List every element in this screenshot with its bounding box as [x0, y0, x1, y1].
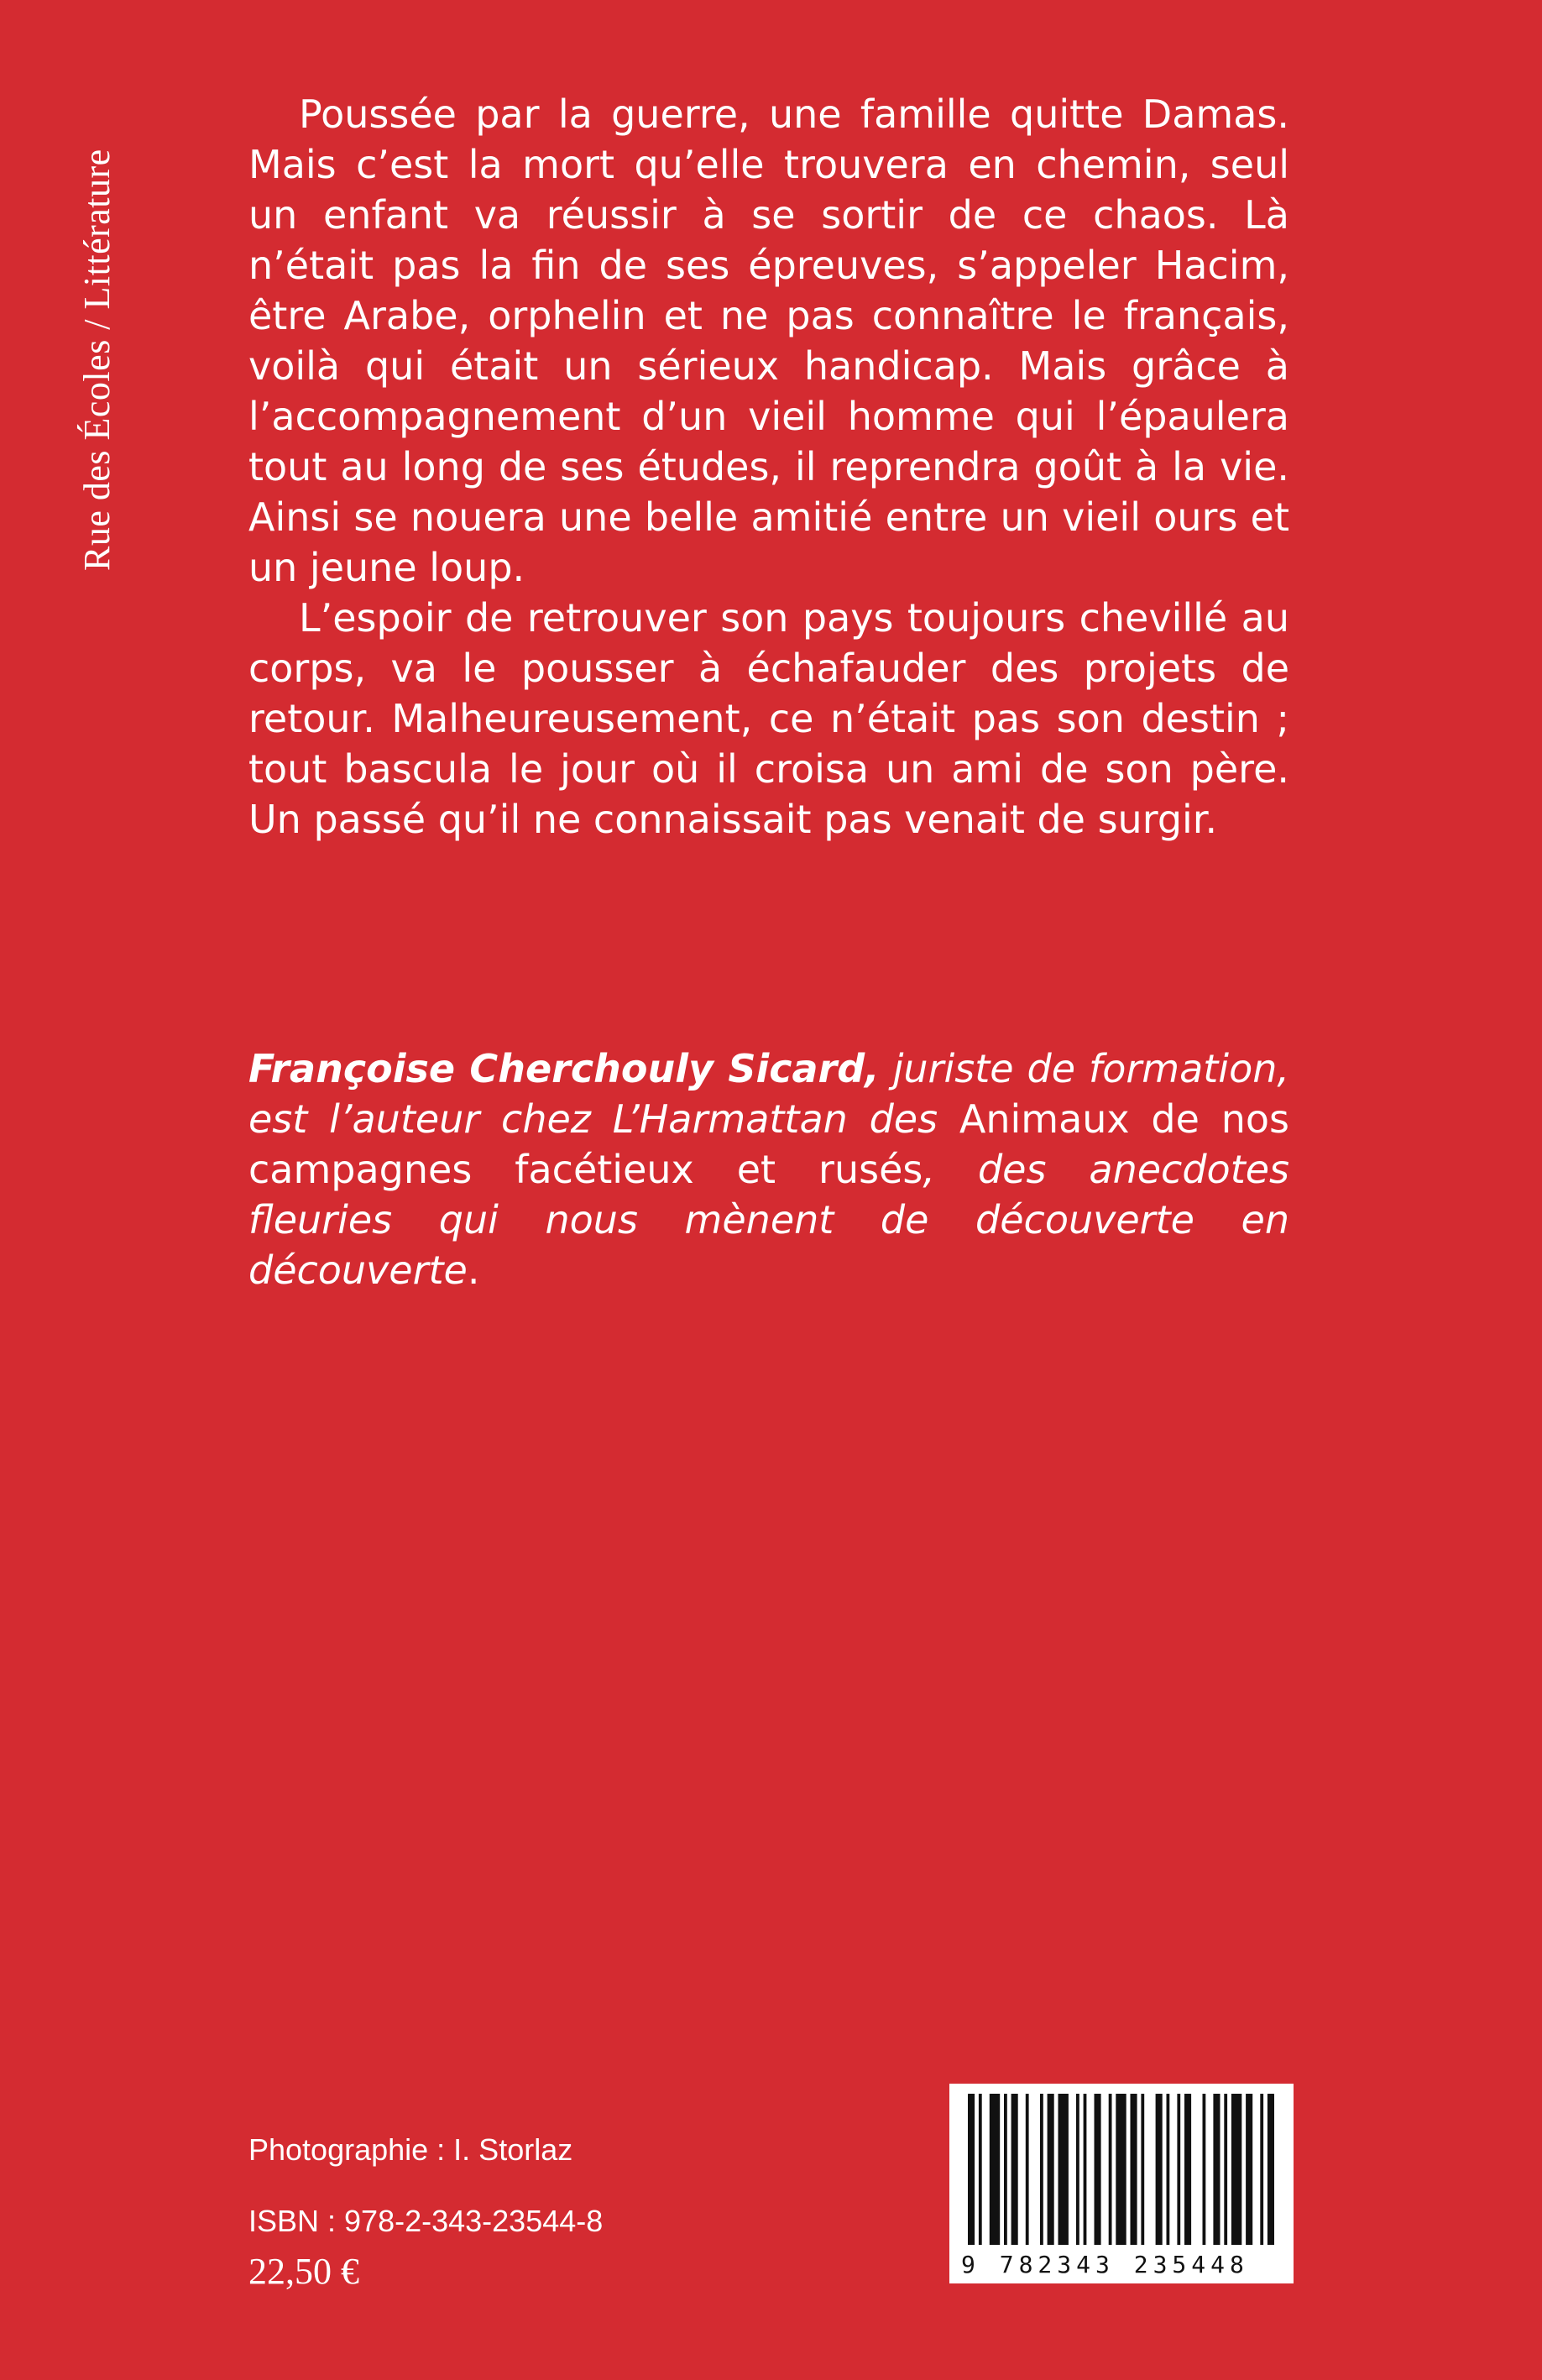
author-bio-text-1: juriste de formation, est l’auteur chez L’Harmattan des: [248, 1046, 1289, 1142]
barcode-digits: 9 782343 235448: [961, 2251, 1249, 2278]
author-bio-end: .: [467, 1248, 480, 1293]
author-bio-text-2: , des anecdotes fleuries qui nous mènent de découverte en découverte: [248, 1147, 1289, 1293]
price: 22,50 €: [248, 2251, 359, 2292]
barcode-bar: [1156, 2094, 1163, 2245]
blurb-text-1: Poussée par la guerre, une famille quitte Damas. Mais c’est la mort qu’elle trouvera en chemin, seul un enfant va réussir à se sortir de ce chaos. Là n’était pas la fin de ses épreuves, s’appeler Hacim, être Arabe, orphelin et ne pas connaître le français, voilà qui était un sérieux handicap. Mais grâce à l’accompagnement d’un vieil homme qui l’épaulera tout au long de ses études, il reprendra goût à la vie. Ainsi se nouera une belle amitié entre un vieil ours et un jeune loup.: [248, 92, 1289, 590]
barcode-bar: [1246, 2094, 1252, 2245]
barcode-bar: [1203, 2094, 1206, 2245]
author-bio: [248, 1044, 1289, 1295]
blurb-text-2: L’espoir de retrouver son pays toujours chevillé au corps, va le pousser à échafauder des projets de retour. Malheureusement, ce n’était pas son destin ; tout bascula le jour où il croisa un ami de son père. Un passé qu’il ne connaissait pas venait de surgir.: [248, 595, 1289, 842]
barcode-bar: [1231, 2094, 1241, 2245]
barcode-bar: [1167, 2094, 1170, 2245]
barcode-bar: [1011, 2094, 1018, 2245]
barcode-bar: [1224, 2094, 1227, 2245]
barcode-bar: [1095, 2094, 1101, 2245]
previous-book-title: Animaux de nos campagnes facétieux et rusés: [248, 1096, 1289, 1192]
isbn: ISBN : 978-2-343-23544-8: [248, 2204, 604, 2238]
barcode-bars: [968, 2094, 1275, 2245]
barcode-bar: [1040, 2094, 1043, 2245]
barcode-bar: [1177, 2094, 1180, 2245]
barcode-bar: [1184, 2094, 1191, 2245]
barcode-bar: [1116, 2094, 1126, 2245]
barcode-bar: [968, 2094, 975, 2245]
barcode-bar: [1026, 2094, 1029, 2245]
barcode-bar: [1141, 2094, 1144, 2245]
blurb-paragraph-2: [248, 593, 1289, 845]
barcode-bar: [1109, 2094, 1112, 2245]
barcode-bar: [1058, 2094, 1069, 2245]
barcode-bar: [1084, 2094, 1087, 2245]
photo-credit: Photographie : I. Storlaz: [248, 2132, 573, 2167]
blurb-paragraph-1: [248, 89, 1289, 593]
barcode-bar: [990, 2094, 1000, 2245]
barcode-bar: [979, 2094, 982, 2245]
collection-label: Rue des Écoles / Littérature: [76, 149, 118, 571]
barcode-bar: [1004, 2094, 1007, 2245]
barcode-bar: [1213, 2094, 1220, 2245]
barcode-bar: [1076, 2094, 1079, 2245]
barcode-bar: [1260, 2094, 1263, 2245]
barcode-bar: [1048, 2094, 1054, 2245]
barcode-bar: [1268, 2094, 1274, 2245]
barcode-bar: [1131, 2094, 1137, 2245]
author-name: Françoise Cherchouly Sicard,: [248, 1046, 880, 1091]
barcode: [949, 2084, 1294, 2283]
